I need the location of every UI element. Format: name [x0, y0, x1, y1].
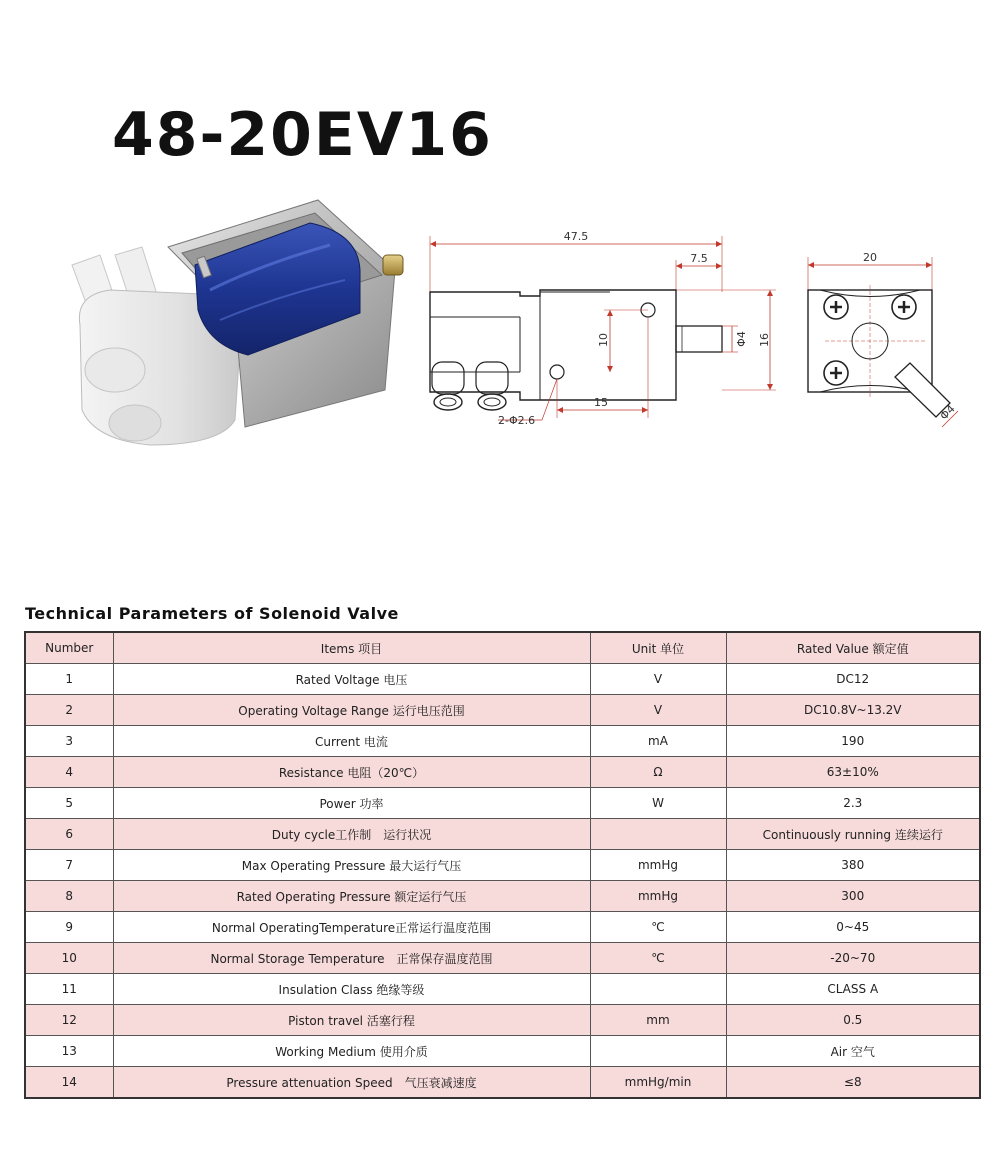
cell-number: 9 — [25, 912, 113, 943]
cell-number: 10 — [25, 943, 113, 974]
cell-item: Duty cycle工作制 运行状况 — [113, 819, 590, 850]
table-row — [25, 664, 980, 695]
cell-item: Insulation Class 绝缘等级 — [113, 974, 590, 1005]
cell-item: Rated Voltage 电压 — [113, 664, 590, 695]
cell-item: Piston travel 活塞行程 — [113, 1005, 590, 1036]
cell-unit: W — [590, 788, 726, 819]
cell-item: Current 电流 — [113, 726, 590, 757]
cell-value: 380 — [726, 850, 980, 881]
cell-item: Pressure attenuation Speed 气压衰减速度 — [113, 1067, 590, 1099]
dim-port-dia: Φ4 — [937, 402, 958, 423]
cell-unit: mmHg — [590, 881, 726, 912]
cell-number: 7 — [25, 850, 113, 881]
cell-value: Air 空气 — [726, 1036, 980, 1067]
cell-unit: mm — [590, 1005, 726, 1036]
cell-unit — [590, 1036, 726, 1067]
dim-overall-length: 47.5 — [563, 230, 589, 243]
cell-value: CLASS A — [726, 974, 980, 1005]
table-row — [25, 881, 980, 912]
table-row — [25, 1067, 980, 1099]
table-row — [25, 912, 980, 943]
dim-hole-spacing-v: 10 — [597, 333, 610, 347]
dim-shaft-dia: Φ4 — [735, 331, 748, 347]
cell-unit: mA — [590, 726, 726, 757]
mounting-hole — [550, 365, 564, 379]
header-unit: Unit 单位 — [590, 632, 726, 664]
dim-hole-spec: 2-Φ2.6 — [498, 414, 536, 427]
shaft-outline — [676, 326, 722, 352]
cell-value: 0~45 — [726, 912, 980, 943]
cell-item: Normal OperatingTemperature正常运行温度范围 — [113, 912, 590, 943]
table-row — [25, 974, 980, 1005]
dim-hole-spacing-h: 15 — [594, 396, 608, 409]
parameters-table — [24, 631, 981, 1099]
table-row — [25, 819, 980, 850]
cell-unit: V — [590, 695, 726, 726]
cell-number: 3 — [25, 726, 113, 757]
table-header-row — [25, 632, 980, 664]
cell-value: DC10.8V~13.2V — [726, 695, 980, 726]
port-opening — [109, 405, 161, 441]
cell-value: Continuously running 连续运行 — [726, 819, 980, 850]
port-outline — [476, 362, 508, 394]
cell-number: 5 — [25, 788, 113, 819]
dim-shaft-length: 7.5 — [690, 252, 708, 265]
header-value: Rated Value 额定值 — [726, 632, 980, 664]
cell-unit: Ω — [590, 757, 726, 788]
cell-value: ≤8 — [726, 1067, 980, 1099]
port-opening — [85, 348, 145, 392]
end-view-drawing — [800, 245, 980, 445]
cell-item: Normal Storage Temperature 正常保存温度范围 — [113, 943, 590, 974]
cell-unit: ℃ — [590, 943, 726, 974]
side-view-drawing — [420, 222, 780, 437]
table-row — [25, 1005, 980, 1036]
cell-value: 300 — [726, 881, 980, 912]
cell-value: DC12 — [726, 664, 980, 695]
cell-number: 13 — [25, 1036, 113, 1067]
dim-end-width: 20 — [863, 251, 877, 264]
cell-item: Working Medium 使用介质 — [113, 1036, 590, 1067]
cell-unit: mmHg/min — [590, 1067, 726, 1099]
cell-item: Operating Voltage Range 运行电压范围 — [113, 695, 590, 726]
cell-number: 11 — [25, 974, 113, 1005]
cell-item: Power 功率 — [113, 788, 590, 819]
table-title: Technical Parameters of Solenoid Valve — [25, 604, 399, 623]
brass-shaft — [383, 255, 403, 275]
dim-height: 16 — [758, 333, 771, 347]
table-row — [25, 850, 980, 881]
cell-number: 1 — [25, 664, 113, 695]
cell-number: 8 — [25, 881, 113, 912]
cell-value: -20~70 — [726, 943, 980, 974]
table-row — [25, 695, 980, 726]
cell-value: 0.5 — [726, 1005, 980, 1036]
model-title: 48-20EV16 — [112, 100, 493, 170]
cell-unit — [590, 974, 726, 1005]
cell-unit: mmHg — [590, 850, 726, 881]
product-photo — [60, 195, 405, 460]
cell-item: Resistance 电阻（20℃） — [113, 757, 590, 788]
cell-value: 2.3 — [726, 788, 980, 819]
cell-number: 12 — [25, 1005, 113, 1036]
cell-value: 190 — [726, 726, 980, 757]
table-row — [25, 788, 980, 819]
cell-value: 63±10% — [726, 757, 980, 788]
table-row — [25, 726, 980, 757]
cell-unit: V — [590, 664, 726, 695]
header-number: Number — [25, 632, 113, 664]
port-outline — [432, 362, 464, 394]
header-items: Items 项目 — [113, 632, 590, 664]
cell-number: 6 — [25, 819, 113, 850]
cell-number: 2 — [25, 695, 113, 726]
cell-unit: ℃ — [590, 912, 726, 943]
table-row — [25, 757, 980, 788]
table-row — [25, 1036, 980, 1067]
cell-number: 4 — [25, 757, 113, 788]
cell-unit — [590, 819, 726, 850]
body-outline — [430, 290, 676, 400]
cell-number: 14 — [25, 1067, 113, 1099]
cell-item: Rated Operating Pressure 额定运行气压 — [113, 881, 590, 912]
cell-item: Max Operating Pressure 最大运行气压 — [113, 850, 590, 881]
table-row — [25, 943, 980, 974]
